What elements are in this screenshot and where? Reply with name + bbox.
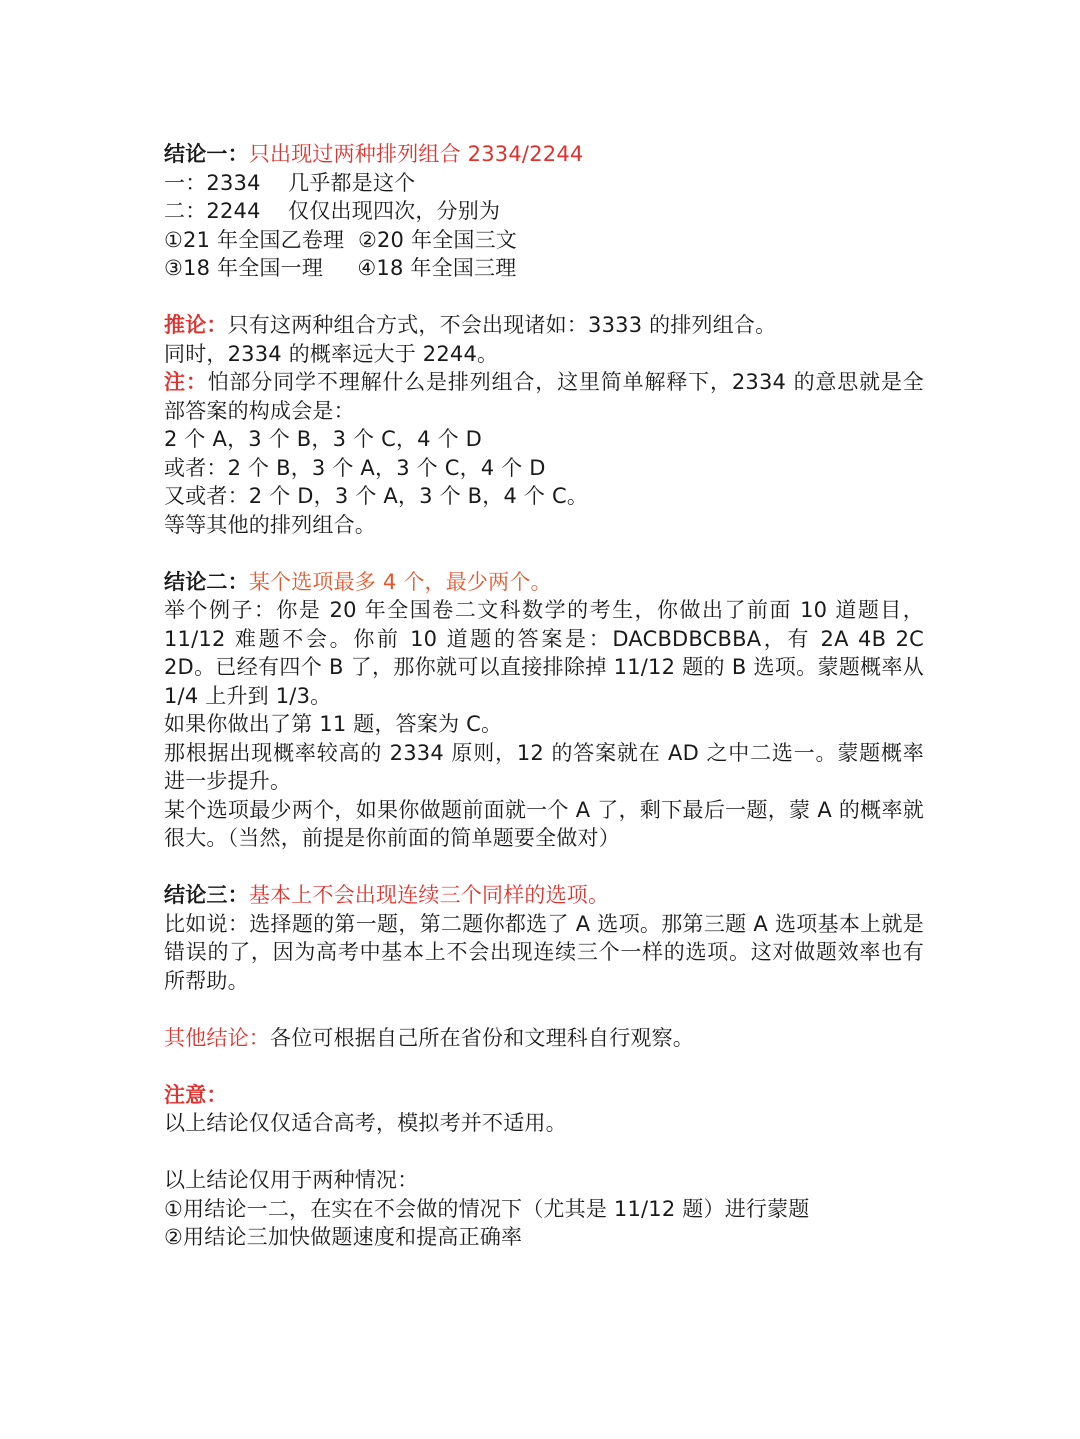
example-line-4: 等等其他的排列组合。	[164, 512, 376, 537]
conclusion2-heading	[164, 568, 924, 597]
conclusion3-paragraph: 比如说：选择题的第一题，第二题你都选了 A 选项。那第三题 A 选项基本上就是错误的了，因为高考中基本上不会出现连续三个一样的选项。这对做题效率也有所帮助。	[164, 911, 924, 993]
conclusion1-line-4: ③18 年全国一理 ④18 年全国三理	[164, 256, 517, 280]
other-text: 各位可根据自己所在省份和文理科自行观察。	[270, 1025, 694, 1050]
other-conclusion-line	[164, 1024, 924, 1053]
document-body	[164, 140, 924, 1252]
example-line-1: 2 个 A，3 个 B，3 个 C，4 个 D	[164, 427, 483, 451]
example-line-3: 又或者：2 个 D，3 个 A，3 个 B，4 个 C。	[164, 484, 589, 508]
spacer	[164, 853, 924, 882]
conclusion2-paragraph-4: 某个选项最少两个，如果你做题前面就一个 A 了，剩下最后一题，蒙 A 的概率就很大。（当然，前提是你前面的简单题要全做对）	[164, 797, 924, 850]
conclusion1-label: 结论一：	[164, 142, 249, 166]
notice-line-2: 以上结论仅用于两种情况：	[164, 1168, 419, 1192]
conclusion1-headline: 只出现过两种排列组合 2334/2244	[248, 142, 584, 166]
conclusion3-label: 结论三：	[164, 883, 249, 907]
notice-item-1: ①用结论一二，在实在不会做的情况下（尤其是 11/12 题）进行蒙题	[164, 1196, 810, 1221]
notice-label: 注意：	[164, 1082, 228, 1107]
conclusion2-paragraph-3: 那根据出现概率较高的 2334 原则，12 的答案就在 AD 之中二选一。蒙题概率进一步提升。	[164, 740, 924, 793]
example-line-2: 或者：2 个 B，3 个 A，3 个 C，4 个 D	[164, 455, 546, 480]
conclusion1-line-1: 一：2334 几乎都是这个	[164, 170, 416, 195]
conclusion1-heading	[164, 140, 924, 169]
spacer	[164, 539, 924, 568]
conclusion3-headline: 基本上不会出现连续三个同样的选项。	[248, 883, 610, 907]
other-label: 其他结论：	[164, 1025, 270, 1050]
conclusion2-paragraph-1: 举个例子：你是 20 年全国卷二文科数学的考生，你做出了前面 10 道题目，11/12 难题不会。你前 10 道题的答案是：DACBDBCBBA，有 2A 4B 2C 2D。已经有四个 B 了，那你就可以直接排除掉 11/12 题的 B 选项。蒙题概率从 1/4 上升到 1/3。	[164, 598, 924, 708]
inference-line-2: 同时，2334 的概率远大于 2244。	[164, 341, 499, 366]
conclusion2-paragraph-2: 如果你做出了第 11 题，答案为 C。	[164, 712, 503, 736]
inference-note	[164, 368, 924, 425]
notice-item-2: ②用结论三加快做题速度和提高正确率	[164, 1225, 523, 1249]
conclusion1-line-3: ①21 年全国乙卷理 ②20 年全国三文	[164, 227, 517, 252]
spacer	[164, 283, 924, 312]
conclusion2-label: 结论二：	[164, 569, 249, 594]
spacer	[164, 995, 924, 1024]
conclusion1-line-2: 二：2244 仅仅出现四次，分别为	[164, 199, 501, 223]
note-label: 注：	[164, 370, 208, 394]
inference-text: 只有这两种组合方式，不会出现诸如：3333 的排列组合。	[227, 313, 777, 337]
spacer	[164, 1138, 924, 1167]
conclusion2-headline: 某个选项最多 4 个，最少两个。	[248, 569, 552, 594]
conclusion3-heading	[164, 881, 924, 910]
notice-line-1: 以上结论仅仅适合高考，模拟考并不适用。	[164, 1111, 567, 1135]
inference-label: 推论：	[164, 313, 228, 337]
spacer	[164, 1052, 924, 1081]
inference-line	[164, 311, 924, 340]
note-text: 怕部分同学不理解什么是排列组合，这里简单解释下，2334 的意思就是全部答案的构成会是：	[164, 370, 924, 423]
